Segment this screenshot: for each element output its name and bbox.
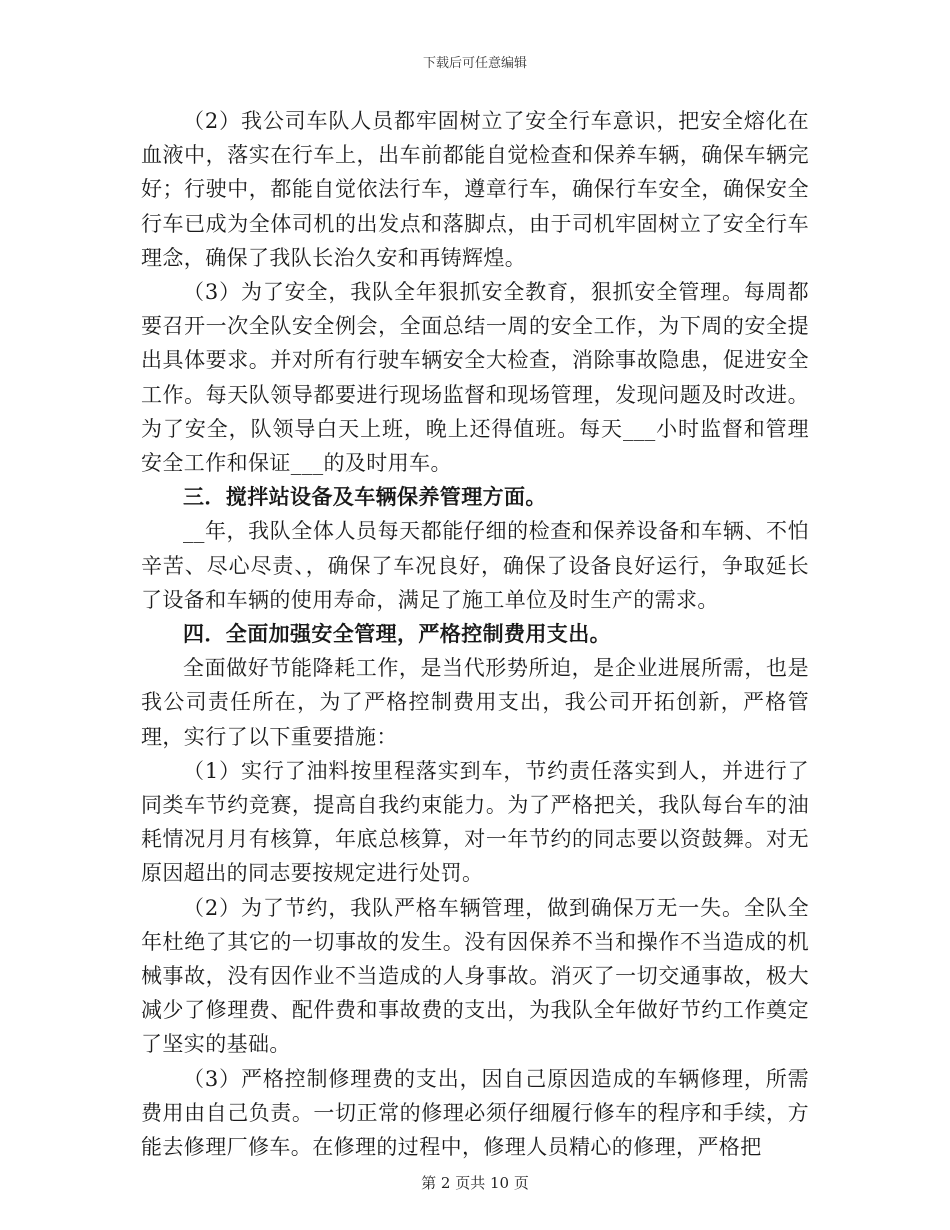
paragraph-measure-3: （3）严格控制修理费的支出，因自己原因造成的车辆修理，所需费用由自己负责。一切正常的修理必须仔细履行修车的程序和手续，方能去修理厂修车。在修理的过程中，修理人员精心的修理，严格把 [141, 1066, 809, 1160]
paragraph-section-4-intro: 全面做好节能降耗工作，是当代形势所迫，是企业进展所需，也是我公司责任所在，为了严格控制费用支出，我公司开拓创新，严格管理，实行了以下重要措施： [141, 656, 809, 749]
paragraph-measure-1: （1）实行了油料按里程落实到车，节约责任落实到人，并进行了同类车节约竞赛，提高自我约束能力。为了严格把关，我队每台车的油耗情况月月有核算，年底总核算，对一年节约的同志要以资鼓舞。对无原因超出的同志要按规定进行处罚。 [141, 758, 809, 886]
section-heading-3: 三．搅拌站设备及车辆保养管理方面。 [183, 484, 547, 510]
page-number: 第 2 页共 10 页 [421, 1174, 529, 1192]
header-note: 下载后可任意编辑 [422, 56, 527, 71]
paragraph-section-3: __年，我队全体人员每天都能仔细的检查和保养设备和车辆、不怕辛苦、尽心尽责、，确保了车况良好，确保了设备良好运行，争取延长了设备和车辆的使用寿命，满足了施工单位及时生产的需求。 [141, 519, 809, 612]
paragraph-item-3: （3）为了安全，我队全年狠抓安全教育，狠抓安全管理。每周都要召开一次全队安全例会，全面总结一周的安全工作，为下周的安全提出具体要求。并对所有行驶车辆安全大检查，消除事故隐患，促进安全工作。每天队领导都要进行现场监督和现场管理，发现问题及时改进。为了安全，队领导白天上班，晚上还得值班。每天___小时监督和管理安全工作和保证___的及时用车。 [141, 280, 809, 476]
paragraph-measure-2: （2）为了节约，我队严格车辆管理，做到确保万无一失。全队全年杜绝了其它的一切事故的发生。没有因保养不当和操作不当造成的机械事故，没有因作业不当造成的人身事故。消灭了一切交通事故，极大减少了修理费、配件费和事故费的支出，为我队全年做好节约工作奠定了坚实的基础。 [141, 895, 809, 1057]
section-heading-4: 四．全面加强安全管理，严格控制费用支出。 [183, 621, 611, 647]
document-body [141, 104, 809, 1164]
paragraph-item-2: （2）我公司车队人员都牢固树立了安全行车意识，把安全熔化在血液中，落实在行车上，出车前都能自觉检查和保养车辆，确保车辆完好；行驶中，都能自觉依法行车，遵章行车，确保行车安全，确保安全行车已成为全体司机的出发点和落脚点，由于司机牢固树立了安全行车理念，确保了我队长治久安和再铸辉煌。 [141, 109, 809, 270]
